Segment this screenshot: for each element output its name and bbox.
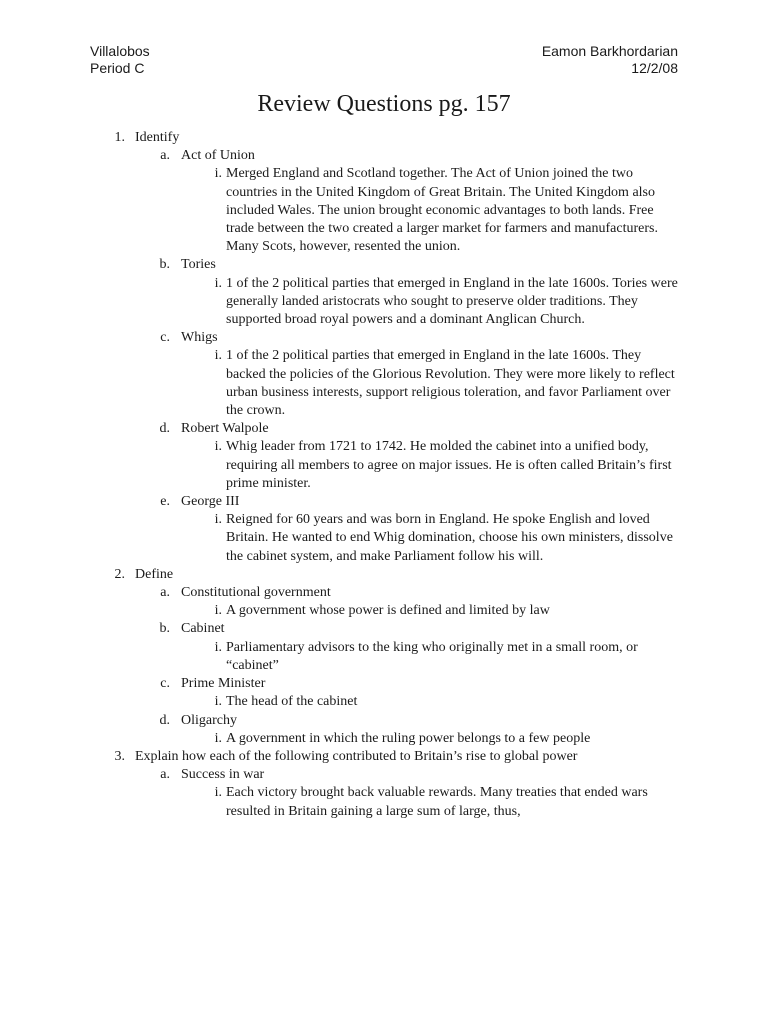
list-marker: i. (214, 603, 222, 619)
list-marker: 3. (114, 748, 125, 764)
list-item-text: 1 of the 2 political parties that emerged in England in the late 1600s. They backed the policies of the Glorious Revolution. They were more likely to reflect urban business interests, support religious toleration, and favor Parliament over the crown. (226, 348, 675, 419)
list-item-text: Explain how each of the following contributed to Britain’s rise to global power (135, 748, 578, 764)
list-marker: i. (214, 439, 222, 455)
list-item-text: Reigned for 60 years and was born in England. He spoke English and loved Britain. He wanted to end Whig domination, choose his own ministers, dissolve the cabinet system, and make Parliament follow his will. (226, 512, 673, 564)
list-item (0, 256, 768, 274)
list-item-text: Identify (135, 130, 180, 145)
list-item (0, 639, 768, 675)
list-item-text: George III (181, 494, 240, 510)
list-item (0, 438, 768, 493)
list-item-text: The head of the cabinet (226, 694, 358, 710)
list-item-text: Each victory brought back valuable rewards. Many treaties that ended wars resulted in Britain gaining a large sum of large, thus, (226, 785, 648, 819)
list-marker: d. (159, 421, 170, 437)
list-item-text: A government in which the ruling power belongs to a few people (226, 730, 591, 746)
list-marker: i. (214, 166, 222, 182)
list-item-text: 1 of the 2 political parties that emerged in England in the late 1600s. Tories were generally landed aristocrats who sought to preserve older traditions. They supported broad royal powers and a dominant Anglican Church. (226, 275, 678, 328)
list-item-text: Robert Walpole (181, 421, 269, 437)
document-date: 12/2/08 (631, 60, 678, 76)
list-marker: 1. (114, 130, 125, 145)
list-item-text: Oligarchy (181, 712, 237, 728)
list-marker: c. (160, 330, 170, 346)
page-title: Review Questions pg. 157 (257, 91, 511, 117)
list-item-text: Prime Minister (181, 676, 266, 692)
list-marker: d. (159, 712, 170, 728)
list-marker: i. (214, 694, 222, 710)
list-item (0, 675, 768, 693)
list-item-text: Constitutional government (181, 585, 331, 601)
list-item (0, 712, 768, 730)
list-item-text: Merged England and Scotland together. The Act of Union joined the two countries in the United Kingdom of Great Britain. The United Kingdom also included Wales. The union brought economic advantages to both lands. Free trade between the two created a larger market for farmers and manufacturers. Many Scots, however, resented the union. (226, 166, 658, 255)
list-item (0, 620, 768, 638)
list-item (0, 693, 768, 711)
list-item (0, 147, 768, 165)
list-item-text: Tories (181, 257, 216, 273)
teacher-name: Villalobos (90, 43, 150, 59)
list-marker: i. (214, 275, 222, 291)
list-marker: i. (214, 512, 222, 528)
header-right (542, 43, 678, 77)
list-item (0, 129, 768, 147)
list-item (0, 766, 768, 784)
student-name: Eamon Barkhordarian (541, 43, 678, 59)
list-item (0, 511, 768, 566)
header-left (90, 43, 150, 77)
list-item (0, 275, 768, 330)
list-item-text: Define (135, 566, 174, 582)
list-item (0, 602, 768, 620)
list-marker: i. (214, 785, 222, 801)
list-item (0, 748, 768, 766)
list-item (0, 493, 768, 511)
list-marker: a. (160, 148, 170, 164)
list-marker: i. (214, 348, 222, 364)
list-marker: a. (160, 767, 170, 783)
list-marker: b. (159, 621, 170, 637)
list-marker: 2. (114, 566, 125, 582)
list-item (0, 730, 768, 748)
list-item-text: Act of Union (181, 148, 255, 164)
list-marker: e. (160, 494, 170, 510)
list-item (0, 584, 768, 602)
list-marker: c. (160, 676, 170, 692)
list-marker: b. (159, 257, 170, 273)
list-marker: i. (214, 639, 222, 655)
list-item (0, 347, 768, 420)
outline-list (0, 129, 768, 821)
list-item (0, 566, 768, 584)
list-marker: i. (214, 730, 222, 746)
list-item-text: Parliamentary advisors to the king who originally met in a small room, or “cabinet” (226, 639, 638, 673)
list-item-text: Success in war (181, 767, 265, 783)
list-marker: a. (160, 585, 170, 601)
list-item (0, 165, 768, 256)
list-item-text: Whig leader from 1721 to 1742. He molded the cabinet into a unified body, requiring all members to agree on major issues. He is often called Britain’s first prime minister. (226, 439, 672, 491)
list-item (0, 329, 768, 347)
list-item-text: Whigs (181, 330, 218, 346)
list-item (0, 420, 768, 438)
list-item-text: Cabinet (181, 621, 225, 637)
list-item (0, 784, 768, 820)
class-period: Period C (90, 60, 145, 76)
list-item-text: A government whose power is defined and limited by law (226, 603, 550, 619)
